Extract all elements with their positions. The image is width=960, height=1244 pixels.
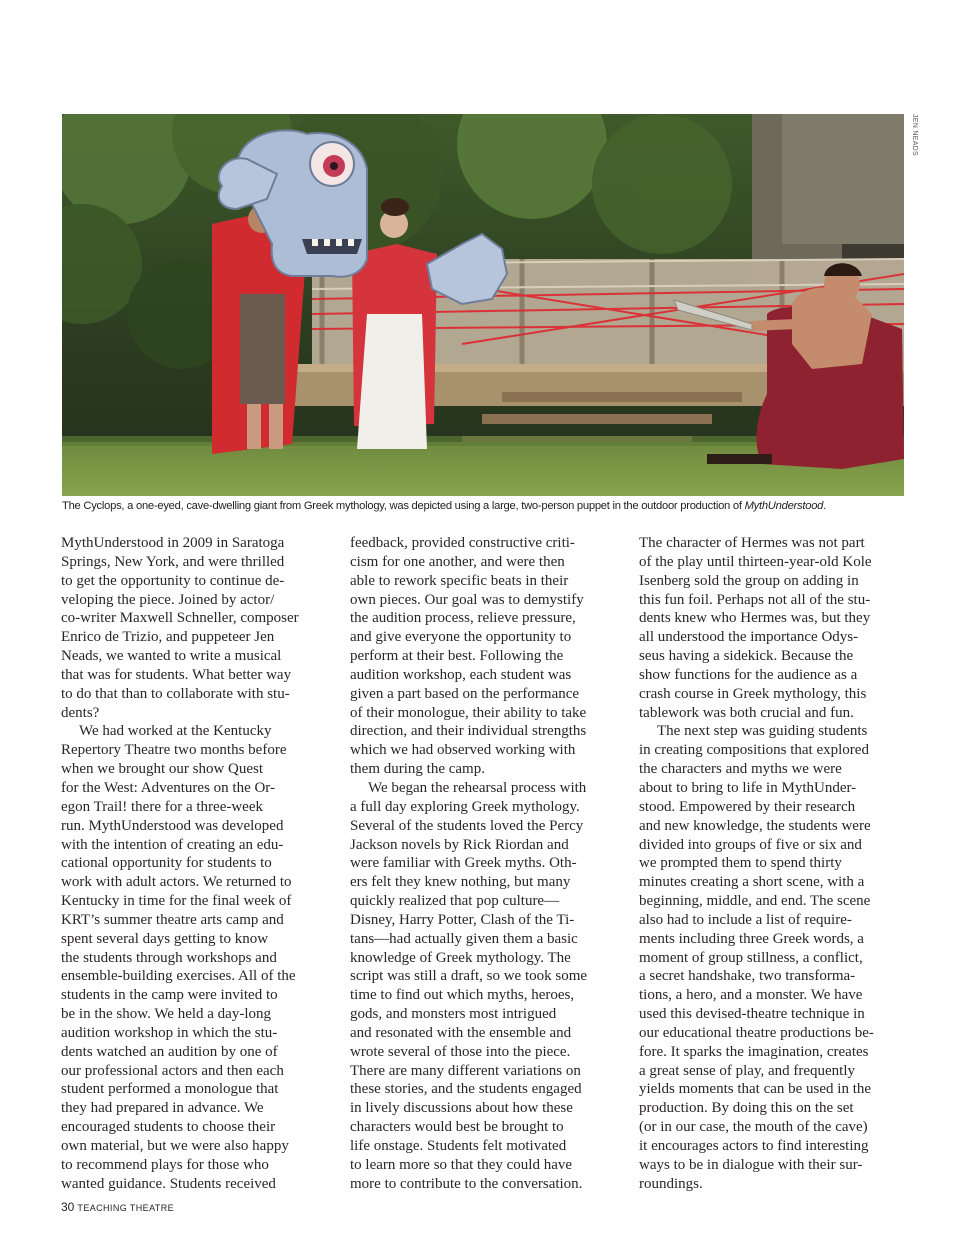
text-line: KRT’s summer theatre arts camp and xyxy=(61,911,284,928)
text-line: and resonated with the ensemble and xyxy=(350,1024,572,1041)
text-line: ensemble-building exercises. All of the xyxy=(61,968,296,985)
text-line: also had to include a list of require- xyxy=(639,911,852,928)
text-line: seus having a sidekick. Because the xyxy=(639,648,854,665)
text-line: minutes creating a short scene, with a xyxy=(639,874,865,891)
caption-end: . xyxy=(823,500,827,512)
text-line: and new knowledge, the students were xyxy=(639,817,871,834)
text-line: life onstage. Students felt motivated xyxy=(350,1138,567,1154)
text-line: own pieces. Our goal was to demystify xyxy=(350,591,584,608)
text-line: more to contribute to the conversation. xyxy=(350,1175,583,1192)
page-footer xyxy=(61,1200,174,1214)
text-line: students in the camp were invited to xyxy=(61,987,278,1004)
caption-production-title: MythUnderstood xyxy=(744,500,824,512)
text-line: used this devised-theatre technique in xyxy=(639,1006,865,1023)
text-line: roundings. xyxy=(639,1175,703,1192)
text-line: perform at their best. Following the xyxy=(350,648,564,665)
text-line: stood. Empowered by their research xyxy=(639,798,856,815)
text-line: Isenberg sold the group on adding in xyxy=(639,572,859,589)
text-line: time to find out which myths, heroes, xyxy=(350,987,575,1004)
text-line: knowledge of Greek mythology. The xyxy=(350,949,571,966)
text-line: production. By doing this on the set xyxy=(639,1100,854,1117)
text-line: that was for students. What better way xyxy=(61,666,292,683)
text-line: which we had observed working with xyxy=(350,742,576,759)
text-line: divided into groups of five or six and xyxy=(639,836,862,853)
text-line: to do that than to collaborate with stu- xyxy=(61,685,290,702)
text-line: moment of group stillness, a conflict, xyxy=(639,949,863,966)
text-line: dents knew who Hermes was, but they xyxy=(639,610,871,627)
text-line: given a part based on the performance xyxy=(350,685,580,702)
text-line: with the intention of creating an edu- xyxy=(61,836,284,853)
text-line: the students through workshops and xyxy=(61,949,277,966)
text-line: to recommend plays for those who xyxy=(61,1156,269,1173)
article-photo xyxy=(62,114,904,496)
text-line: a great sense of play, and frequently xyxy=(639,1062,856,1079)
text-line: Disney, Harry Potter, Clash of the Ti- xyxy=(350,911,575,928)
text-line: MythUnderstood in 2009 in Saratoga xyxy=(61,535,285,551)
article-column-2 xyxy=(350,534,616,1194)
text-line: ways to be in dialogue with their sur- xyxy=(639,1156,863,1173)
text-line: Kentucky in time for the final week of xyxy=(61,893,292,910)
photo-credit: JEN NEADS xyxy=(911,114,918,156)
text-line: a secret handshake, two transforma- xyxy=(639,968,856,985)
text-line: crash course in Greek mythology, this xyxy=(639,685,867,702)
text-line: yields moments that can be used in the xyxy=(639,1081,872,1098)
text-line: them during the camp. xyxy=(350,761,485,778)
text-line: Springs, New York, and were thrilled xyxy=(61,553,285,570)
text-line: a full day exploring Greek mythology. xyxy=(350,798,580,815)
text-line: when we brought our show Quest xyxy=(61,761,264,778)
paragraph xyxy=(350,534,616,779)
text-line: student performed a monologue that xyxy=(61,1081,279,1098)
text-line: dents? xyxy=(61,704,100,721)
page-number: 30 xyxy=(61,1200,75,1214)
text-line: these stories, and the students engaged xyxy=(350,1081,582,1098)
text-line: co-writer Maxwell Schneller, composer xyxy=(61,610,299,627)
text-line: run. MythUnderstood was developed xyxy=(61,817,284,834)
text-line: the characters and myths we were xyxy=(639,761,842,778)
text-line: dents watched an audition by one of xyxy=(61,1043,278,1060)
article-column-3 xyxy=(639,534,905,1194)
text-line: The character of Hermes was not part xyxy=(639,535,865,551)
text-line: Jackson novels by Rick Riordan and xyxy=(350,836,569,853)
text-line: We began the rehearsal process with xyxy=(368,779,587,796)
text-line: and give everyone the opportunity to xyxy=(350,629,572,646)
text-line: our professional actors and then each xyxy=(61,1062,284,1079)
paragraph xyxy=(639,534,905,722)
photo-caption xyxy=(62,500,922,512)
text-line: audition workshop, each student was xyxy=(350,666,572,683)
text-line: cism for one another, and were then xyxy=(350,553,565,570)
text-line: of the play until thirteen-year-old Kole xyxy=(639,553,872,570)
text-line: for the West: Adventures on the Or- xyxy=(61,779,275,796)
text-line: work with adult actors. We returned to xyxy=(61,874,292,891)
paragraph xyxy=(61,534,327,722)
text-line: There are many different variations on xyxy=(350,1062,581,1079)
text-line: wrote several of those into the piece. xyxy=(350,1043,571,1060)
text-line: of their monologue, their ability to take xyxy=(350,704,587,721)
text-line: tions, a hero, and a monster. We have xyxy=(639,987,863,1004)
text-line: characters would best be brought to xyxy=(350,1119,564,1136)
text-line: tablework was both crucial and fun. xyxy=(639,704,854,721)
text-line: encouraged students to choose their xyxy=(61,1119,276,1136)
text-line: (or in our case, the mouth of the cave) xyxy=(639,1119,868,1136)
text-line: to get the opportunity to continue de- xyxy=(61,572,285,589)
text-line: Neads, we wanted to write a musical xyxy=(61,648,282,665)
text-line: Enrico de Trizio, and puppeteer Jen xyxy=(61,629,275,646)
text-line: show functions for the audience as a xyxy=(639,666,858,683)
text-line: direction, and their individual strengths xyxy=(350,723,587,740)
text-line: the audition process, relieve pressure, xyxy=(350,610,576,627)
text-line: in lively discussions about how these xyxy=(350,1100,573,1117)
text-line: egon Trail! there for a three-week xyxy=(61,798,264,815)
text-line: our educational theatre productions be- xyxy=(639,1024,874,1041)
text-line: we prompted them to spend thirty xyxy=(639,855,842,872)
text-line: script was still a draft, so we took some xyxy=(350,968,588,985)
text-line: audition workshop in which the stu- xyxy=(61,1024,278,1041)
paragraph xyxy=(350,779,616,1194)
text-line: own material, but we were also happy xyxy=(61,1138,289,1154)
text-line: cational opportunity for students to xyxy=(61,855,272,872)
paragraph xyxy=(639,722,905,1193)
text-line: spent several days getting to know xyxy=(61,930,269,947)
text-line: they had prepared in advance. We xyxy=(61,1100,264,1117)
text-line: gods, and monsters most intrigued xyxy=(350,1006,557,1023)
caption-text: The Cyclops, a one-eyed, cave-dwelling giant from Greek mythology, was depicted using a large, two-person puppet in the outdoor production of xyxy=(62,500,742,512)
text-line: ments including three Greek words, a xyxy=(639,930,864,947)
text-line: wanted guidance. Students received xyxy=(61,1175,276,1192)
text-line: able to rework specific beats in their xyxy=(350,572,569,589)
text-line: beginning, middle, and end. The scene xyxy=(639,893,871,910)
paragraph xyxy=(61,722,327,1193)
text-line: We had worked at the Kentucky xyxy=(79,723,272,740)
text-line: it encourages actors to find interesting xyxy=(639,1138,869,1154)
article-column-1 xyxy=(61,534,327,1194)
text-line: The next step was guiding students xyxy=(657,723,868,740)
text-line: about to bring to life in MythUnder- xyxy=(639,779,857,796)
magazine-name: TEACHING THEATRE xyxy=(77,1203,174,1213)
text-line: veloping the piece. Joined by actor/ xyxy=(61,591,275,608)
cyclops-puppet-scene-image xyxy=(62,114,904,496)
text-line: in creating compositions that explored xyxy=(639,742,869,759)
text-line: tans—had actually given them a basic xyxy=(350,930,578,947)
text-line: Repertory Theatre two months before xyxy=(61,742,287,759)
text-line: fore. It sparks the imagination, creates xyxy=(639,1043,869,1060)
text-line: were familiar with Greek myths. Oth- xyxy=(350,855,577,872)
text-line: to learn more so that they could have xyxy=(350,1156,573,1173)
text-line: Several of the students loved the Percy xyxy=(350,817,584,834)
text-line: all understood the importance Odys- xyxy=(639,629,859,646)
text-line: this fun foil. Perhaps not all of the stu- xyxy=(639,591,871,608)
text-line: quickly realized that pop culture— xyxy=(350,893,560,910)
text-line: be in the show. We held a day-long xyxy=(61,1006,271,1023)
text-line: feedback, provided constructive criti- xyxy=(350,535,575,551)
text-line: ers felt they knew nothing, but many xyxy=(350,874,571,891)
